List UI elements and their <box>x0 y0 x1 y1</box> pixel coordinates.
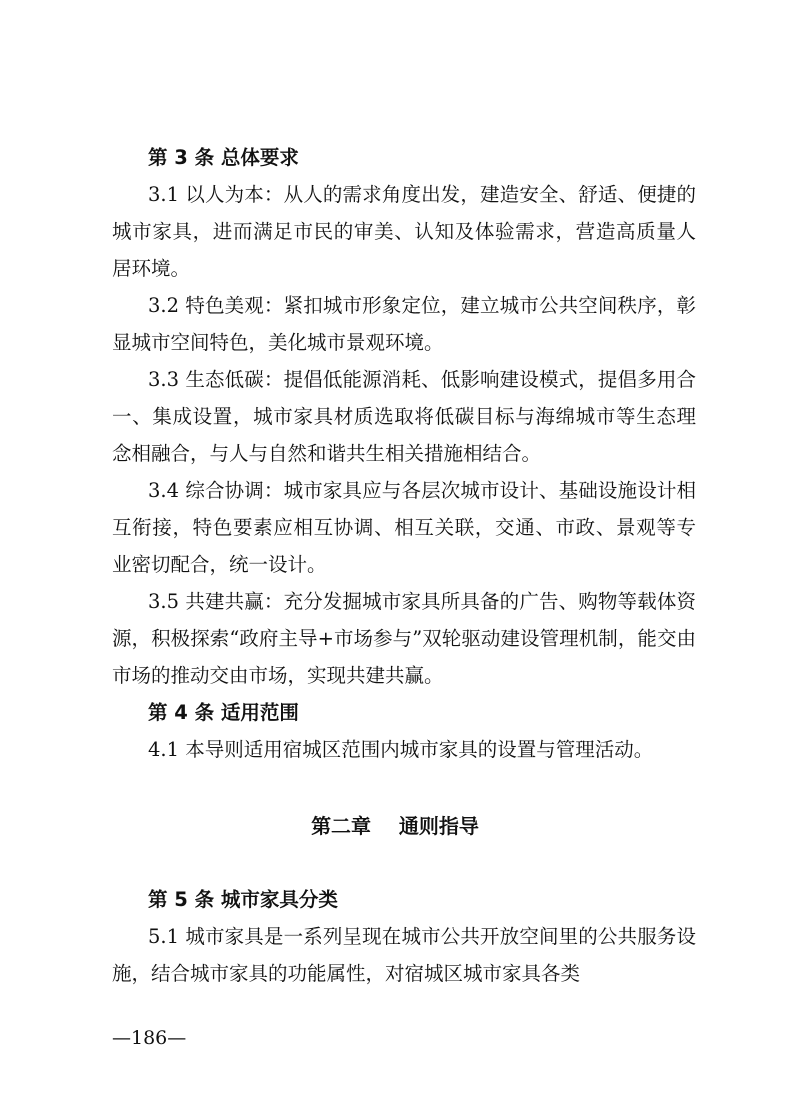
chapter-title <box>0 808 790 845</box>
article-4-heading: 第 4 条 适用范围 <box>148 701 299 724</box>
paragraph-4-1: 4.1 本导则适用宿城区范围内城市家具的设置与管理活动。 <box>148 738 654 761</box>
paragraph-5-1: 5.1 城市家具是一系列呈现在城市公共开放空间里的公共服务设施，结合城市家具的功能属性，对宿城区城市家具各类 <box>112 925 696 985</box>
paragraph-3-2: 3.2 特色美观：紧扣城市形象定位，建立城市公共空间秩序，彰显城市空间特色，美化城市景观环境。 <box>112 294 696 354</box>
chapter-title-text: 第二章 通则指导 <box>311 814 479 838</box>
paragraph-3-1: 3.1 以人为本：从人的需求角度出发，建造安全、舒适、便捷的城市家具，进而满足市民的审美、认知及体验需求，营造高质量人居环境。 <box>112 183 696 280</box>
page-number: —186— <box>112 1027 187 1049</box>
paragraph-3-3: 3.3 生态低碳：提倡低能源消耗、低影响建设模式，提倡多用合一、集成设置，城市家具材质选取将低碳目标与海绵城市等生态理念相融合，与人与自然和谐共生相关措施相结合。 <box>112 368 696 465</box>
article-4 <box>112 694 696 768</box>
article-5-heading: 第 5 条 城市家具分类 <box>148 888 338 911</box>
paragraph-3-5: 3.5 共建共赢：充分发掘城市家具所具备的广告、购物等载体资源，积极探索“政府主导+市场参与”双轮驱动建设管理机制，能交由市场的推动交由市场，实现共建共赢。 <box>112 590 696 687</box>
article-3 <box>112 139 696 694</box>
article-5 <box>112 881 696 992</box>
paragraph-3-4: 3.4 综合协调：城市家具应与各层次城市设计、基础设施设计相互衔接，特色要素应相互协调、相互关联，交通、市政、景观等专业密切配合，统一设计。 <box>112 479 696 576</box>
article-3-heading: 第 3 条 总体要求 <box>148 146 299 169</box>
